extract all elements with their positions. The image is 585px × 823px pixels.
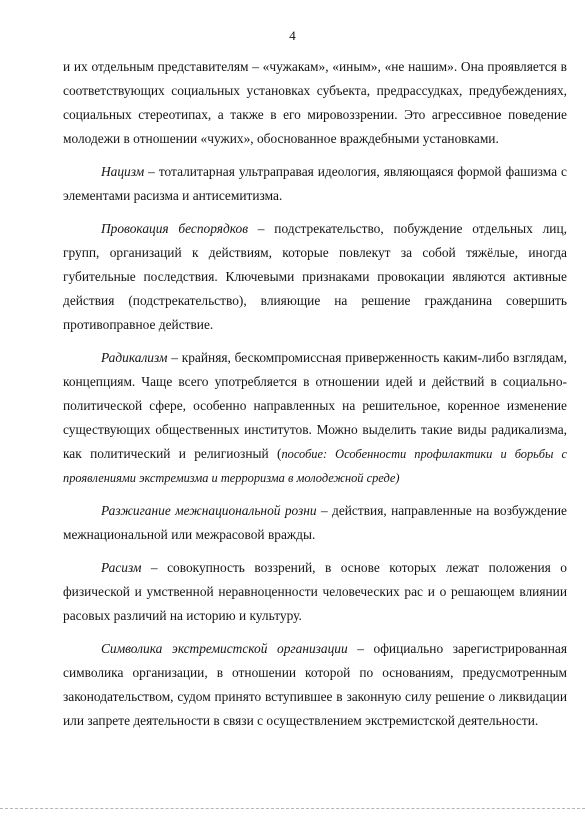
term-provocation: Провокация беспорядков [101,221,249,236]
term-racism: Расизм [101,560,142,575]
definition-text: – тоталитарная ультраправая идеология, являющаяся формой фашизма с элементами расизма и антисемитизма. [63,164,567,203]
paragraph-continuation [63,55,567,151]
definition-text: – совокупность воззрений, в основе которых лежат положения о физической и умственной неравноценности человеческих рас и о решающем влиянии расовых различий на историю и культуру. [63,560,567,623]
source-reference: пособие: Особенности профилактики и борьбы с проявлениями экстремизма и терроризма в молодежной среде) [63,447,567,485]
term-nazism: Нацизм [101,164,145,179]
definition-nazism [63,160,567,208]
definition-incitement [63,499,567,547]
term-incitement: Разжигание межнациональной розни [101,503,317,518]
page-bottom-edge [0,808,585,809]
page-number: 4 [289,28,296,43]
document-body [63,55,567,742]
definition-radicalism [63,346,567,490]
definition-text: – официально зарегистрированная символика организации, в отношении которой по основаниям, предусмотренным законодательством, судом принято вступившее в законную силу решение о ликвидации или запрете деятельности в связи с осуществлением экстремистской деятельности. [63,641,567,728]
definition-text: – действия, направленные на возбуждение межнациональной или межрасовой вражды. [63,503,567,542]
term-radicalism: Радикализм [101,350,168,365]
definition-text: – крайняя, бескомпромиссная приверженность каким-либо взглядам, концепциям. Чаще всего употребляется в отношении идей и действий в социально-политической сфере, особенно направленных на решительное, коренное изменение существующих общественных институтов. Можно выделить такие виды радикализма, как политический и религиозный ( [63,350,567,461]
definition-text: – подстрекательство, побуждение отдельных лиц, групп, организаций к действиям, которые повлекут за собой тяжёлые, иногда губительные последствия. Ключевыми признаками провокации являются активные действия (подстрекательство), влияющие на решение гражданина совершить противоправное действие. [63,221,567,332]
definition-provocation [63,217,567,337]
paragraph-text: и их отдельным представителям – «чужакам», «иным», «не нашим». Она проявляется в соответствующих социальных установках субъекта, предрассудках, предубеждениях, социальных стереотипах, а также в его мировоззрении. Это агрессивное поведение молодежи в отношении «чужих», обоснованное враждебными установками. [63,59,567,146]
definition-racism [63,556,567,628]
term-extremist-symbols: Символика экстремистской организации [101,641,348,656]
definition-extremist-symbols [63,637,567,733]
